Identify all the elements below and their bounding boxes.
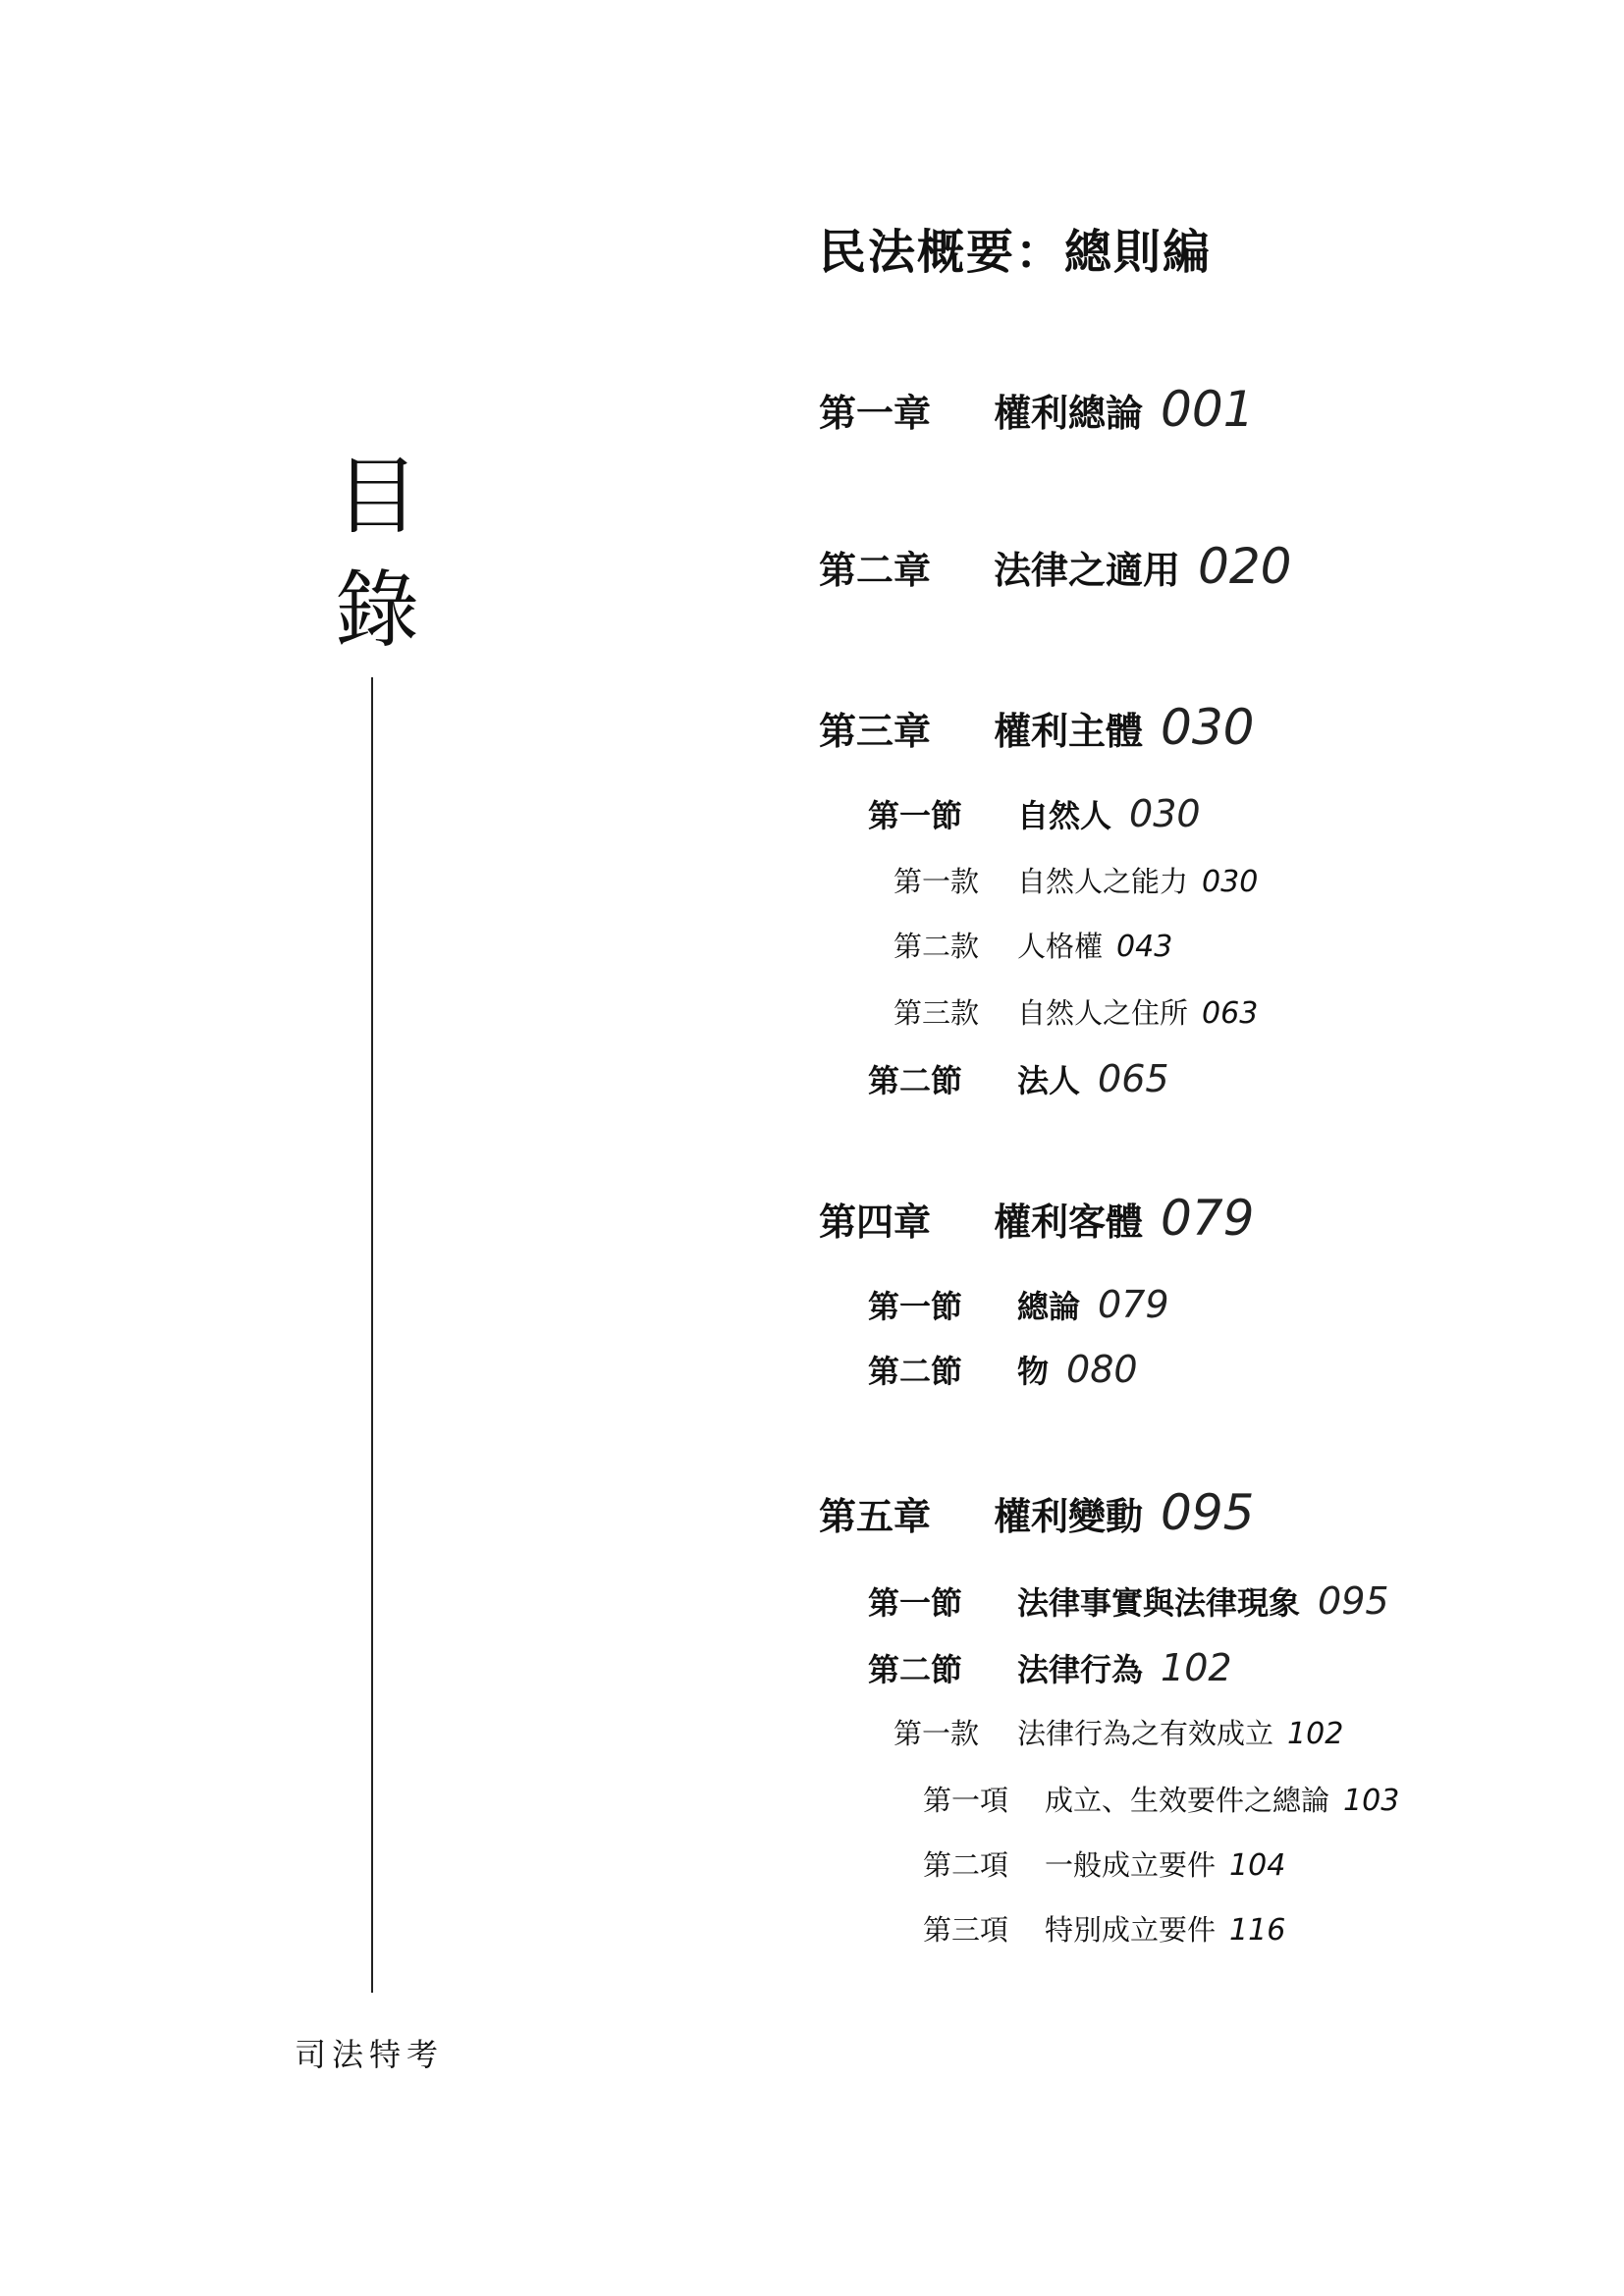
- toc-entry-number: 第三章: [819, 710, 932, 753]
- toc-entry-number: 第三項: [923, 1913, 1009, 1947]
- toc-title-char: 錄: [335, 561, 419, 660]
- toc-entry-title: 特別成立要件: [1045, 1913, 1217, 1947]
- toc-entry-title: 法律之適用: [994, 549, 1181, 592]
- toc-entry-number: 第一節: [868, 1288, 963, 1325]
- toc-section-entry: [868, 1645, 1232, 1690]
- toc-entry-title: 法律事實與法律現象: [1017, 1584, 1301, 1622]
- toc-entry-page-number: 116: [1229, 1913, 1286, 1948]
- toc-entry-page-number: 079: [1098, 1283, 1169, 1326]
- toc-section-entry: [868, 1056, 1169, 1101]
- toc-entry-number: 第三款: [893, 996, 980, 1030]
- vertical-divider: [371, 677, 373, 1993]
- toc-entry-number: 第二節: [868, 1062, 963, 1099]
- toc-entry-number: 第二節: [868, 1353, 963, 1390]
- toc-entry-page-number: 043: [1116, 930, 1173, 964]
- toc-entry-title: 權利客體: [994, 1201, 1144, 1244]
- toc-entry-number: 第一節: [868, 1584, 963, 1622]
- toc-entry-title: 權利主體: [994, 710, 1144, 753]
- toc-entry-number: 第四章: [819, 1201, 932, 1244]
- toc-entry-page-number: 080: [1066, 1348, 1138, 1391]
- book-title: 民法概要：總則編: [819, 225, 1213, 280]
- toc-entry-title: 人格權: [1017, 930, 1104, 963]
- toc-entry-page-number: 095: [1318, 1579, 1389, 1623]
- toc-entry-number: 第二項: [923, 1848, 1009, 1882]
- toc-item-entry: [923, 1843, 1285, 1884]
- toc-entry-page-number: 030: [1161, 699, 1255, 756]
- toc-entry-page-number: 065: [1098, 1057, 1169, 1100]
- toc-article-entry: [893, 860, 1258, 900]
- toc-entry-number: 第一章: [819, 392, 932, 435]
- toc-entry-title: 法律行為: [1017, 1651, 1144, 1688]
- toc-entry-title: 自然人之住所: [1017, 996, 1189, 1030]
- toc-article-entry: [893, 1712, 1343, 1752]
- toc-chapter-entry: [819, 1484, 1254, 1541]
- toc-article-entry: [893, 925, 1172, 965]
- toc-section-entry: [868, 1578, 1389, 1624]
- toc-vertical-title: [330, 440, 424, 667]
- toc-chapter-entry: [819, 381, 1254, 438]
- toc-entry-page-number: 030: [1129, 792, 1201, 835]
- toc-entry-number: 第一款: [893, 865, 980, 898]
- toc-entry-title: 權利總論: [994, 392, 1144, 435]
- toc-entry-title: 成立、生效要件之總論: [1045, 1784, 1330, 1817]
- toc-entry-page-number: 079: [1161, 1190, 1255, 1247]
- toc-chapter-entry: [819, 699, 1254, 756]
- toc-entry-title: 自然人: [1017, 797, 1112, 834]
- toc-entry-page-number: 030: [1202, 865, 1259, 899]
- toc-entry-number: 第五章: [819, 1495, 932, 1538]
- toc-entry-number: 第一款: [893, 1717, 980, 1750]
- toc-entry-number: 第二款: [893, 930, 980, 963]
- toc-entry-title: 法律行為之有效成立: [1017, 1717, 1274, 1750]
- toc-entry-page-number: 103: [1343, 1784, 1400, 1818]
- toc-entry-page-number: 102: [1161, 1646, 1232, 1689]
- toc-title-char: 目: [335, 448, 419, 546]
- toc-entry-page-number: 001: [1161, 381, 1255, 438]
- toc-entry-page-number: 063: [1202, 996, 1259, 1031]
- footer-exam-label: 司法特考: [295, 2036, 445, 2073]
- toc-entry-title: 一般成立要件: [1045, 1848, 1217, 1882]
- toc-entry-title: 法人: [1017, 1062, 1081, 1099]
- toc-section-entry: [868, 1282, 1169, 1327]
- toc-entry-page-number: 102: [1287, 1717, 1344, 1751]
- toc-entry-title: 總論: [1017, 1288, 1081, 1325]
- toc-entry-page-number: 104: [1229, 1848, 1286, 1883]
- toc-item-entry: [923, 1779, 1399, 1819]
- toc-chapter-entry: [819, 538, 1291, 595]
- toc-item-entry: [923, 1908, 1285, 1949]
- toc-entry-number: 第二節: [868, 1651, 963, 1688]
- toc-entry-page-number: 020: [1198, 538, 1292, 595]
- toc-section-entry: [868, 791, 1201, 836]
- toc-entry-number: 第一項: [923, 1784, 1009, 1817]
- toc-entry-title: 物: [1017, 1353, 1050, 1390]
- toc-entry-number: 第二章: [819, 549, 932, 592]
- toc-section-entry: [868, 1347, 1138, 1392]
- toc-entry-title: 權利變動: [994, 1495, 1144, 1538]
- toc-article-entry: [893, 991, 1258, 1032]
- toc-entry-title: 自然人之能力: [1017, 865, 1189, 898]
- toc-entry-page-number: 095: [1161, 1484, 1255, 1541]
- toc-chapter-entry: [819, 1190, 1254, 1247]
- toc-entry-number: 第一節: [868, 797, 963, 834]
